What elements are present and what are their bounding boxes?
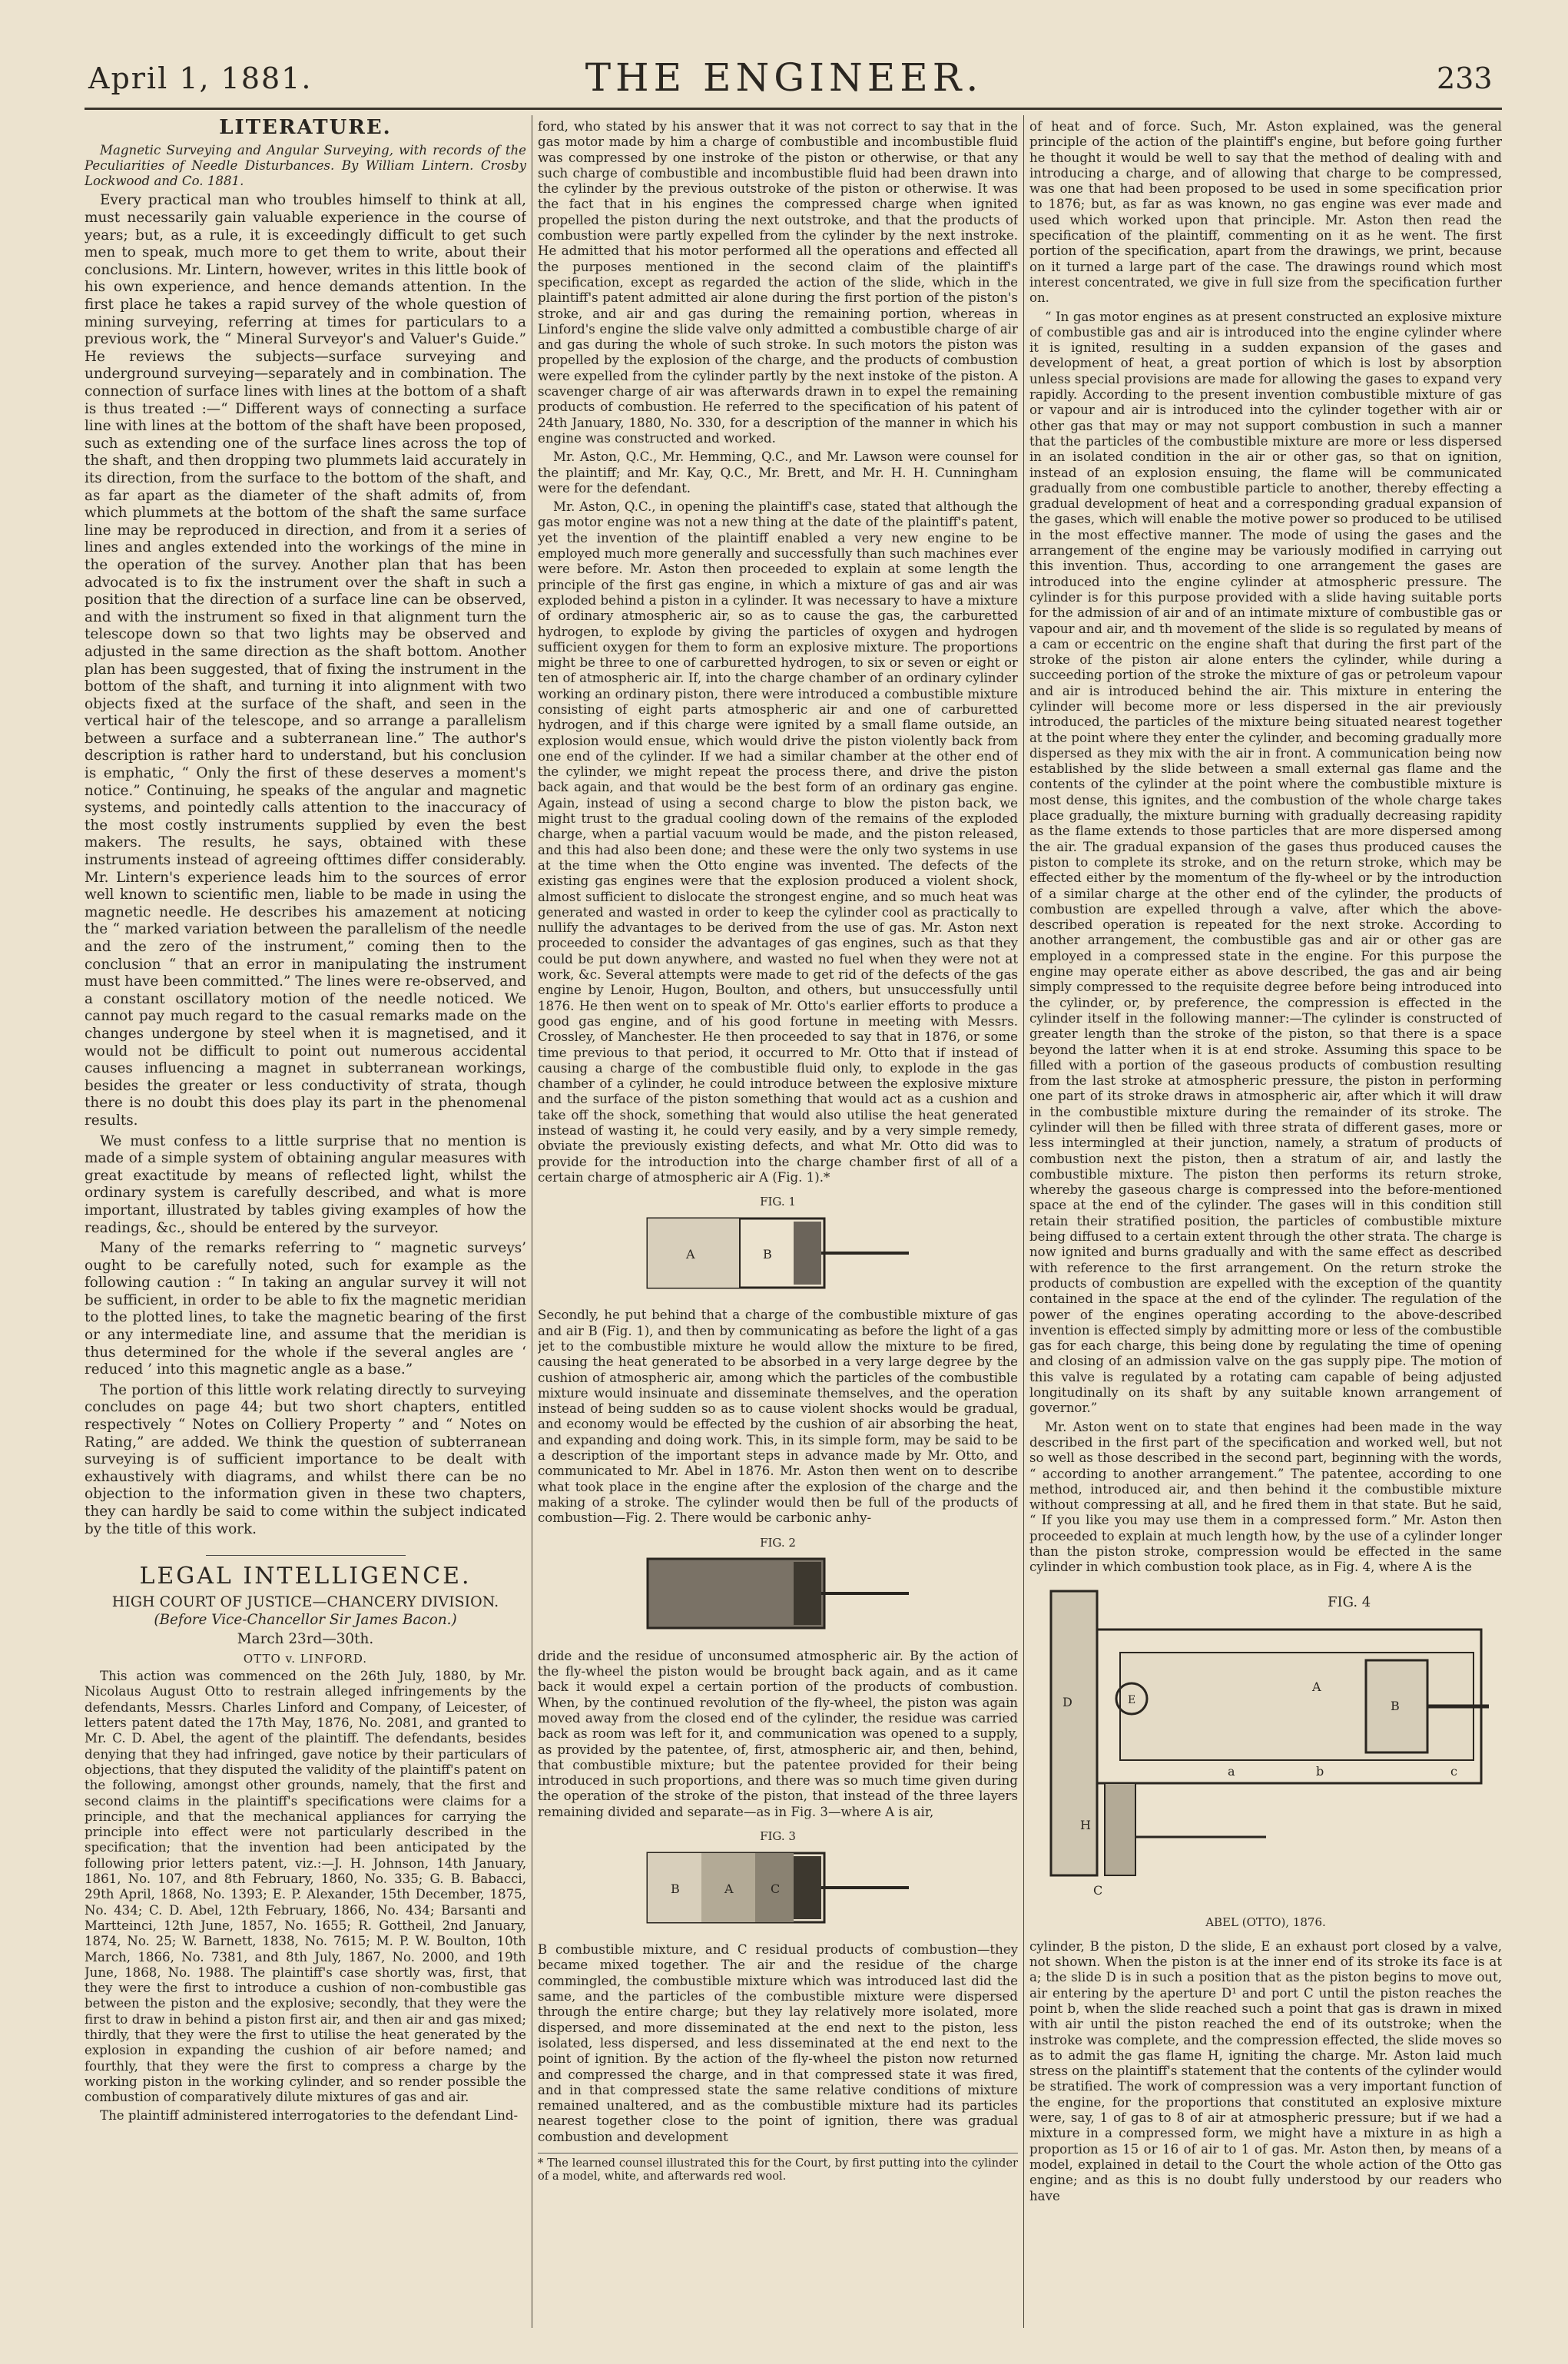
svg-text:b: b <box>1315 1763 1324 1779</box>
figure-1-label: FIG. 1 <box>760 1195 796 1209</box>
figure-4-caption: ABEL (OTTO), 1876. <box>1205 1915 1326 1930</box>
body-paragraph: Mr. Aston, Q.C., in opening the plaintiff's case, stated that although the gas motor engine was not a new thing at the date of the plaintiff's patent, yet the invention of the plaintiff enabled a very new engine to be employed much more generally and successfully than such machines ever were before. Mr. Aston then proceeded to explain at some length the principle of the first gas engine, in which a mixture of gas and air was exploded behind a piston in a cylinder. It was necessary to have a mixture of ordinary atmospheric air, so as to cause the gas, the carburetted hydrogen, to explode by giving the particles of oxygen and hydrogen sufficient oxygen for them to form an explosive mixture. The proportions might be three to one of carburetted hydrogen, to six or seven or eight or ten of atmospheric air. If, into the charge chamber of an ordinary cylinder working an ordinary piston, there were introduced a combustible mixture consisting of eight parts atmospheric air and one of carburetted hydrogen, and if this charge were ignited by a small flame outside, an explosion would ensue, which would drive the piston violently back from one end of the cylinder. If we had a similar chamber at the other end of the cylinder, we might repeat the process there, and drive the piston back again, and that would be the best form of an ordinary gas engine. Again, instead of using a second charge to blow the piston back, we might trust to the gradual cooling down of the remains of the exploded charge, when a partial vacuum would be made, and the piston released, and this had also been done; and these were the only two systems in use at the time when the Otto engine was invented. The defects of the existing gas engines were that the explosion produced a violent shock, almost sufficient to dislocate the strongest engine, and so much heat was generated and wasted in order to keep the cylinder cool as practically to nullify the advantages to be derived from the use of gas. Mr. Aston next proceeded to consider the advantages of gas engines, such as that they could be put down anywhere, and wasted no fuel when they were not at work, &c. Several attempts were made to get rid of the defects of the gas engine by Lenoir, Hugon, Boulton, and others, but unsuccessfully until 1876. He then went on to speak of Mr. Otto's earlier efforts to produce a good gas engine, and of his good fortune in meeting with Messrs. Crossley, of Manchester. He then proceeded to say that in 1876, or some time previous to that period, it occurred to Mr. Otto that if instead of causing a charge of the combustible fluid only, to explode in the gas chamber of a cylinder, he could introduce between the explosive mixture and the surface of the piston something that would act as a cushion and take off the shock, something that would also utilise the heat generated instead of wasting it, he could very easily, and by a very simple remedy, obviate the previously existing defects, and what Mr. Otto did was to provide for the introduction into the charge chamber first of all of a certain charge of atmospheric air A (Fig. 1).* <box>538 499 1018 1185</box>
svg-text:B: B <box>1390 1698 1400 1713</box>
figure-3-drawing <box>640 1845 917 1930</box>
figure-4 <box>1036 1583 1497 1931</box>
legal-paragraph: The plaintiff administered interrogatories to the defendant Lind- <box>100 2108 519 2124</box>
figure-3 <box>640 1828 917 1935</box>
literature-paragraph: Many of the remarks referring to “ magnetic surveys’ ought to be carefully noted, such for example as the following caution : “ In taking an angular survey it will not be sufficient, in order to be able to fix the magnetic meridian to the plotted lines, to take the magnetic bearing of the first or any intermediate line, and assume that the meridian is thus determined for the whole if the several angles are ‘ reduced ’ into this magnetic angle as a base.” <box>85 1240 526 1378</box>
svg-text:B: B <box>670 1881 680 1896</box>
literature-paragraph: Every practical man who troubles himself to think at all, must necessarily gain valuable experience in the course of years; but, as a rule, it is exceedingly difficult to get such men to speak, much more to get them to write, about their conclusions. Mr. Lintern, however, writes in this little book of his own experience, and hence demands attention. In the first place he takes a rapid survey of the whole question of mining surveying, referring at times for particulars to a previous work, the “ Mineral Surveyor's and Valuer's Guide.” He reviews the subjects—surface surveying and underground surveying—separately and in combination. The connection of surface lines with lines at the bottom of a shaft is thus treated :—“ Different ways of connecting a surface line with lines at the bottom of the shaft have been proposed, such as extending one of the surface lines across the top of the shaft, and then dropping two plummets laid accurately in its direction, from the surface to the bottom of the shaft, and as far apart as the diameter of the shaft admits of, from which plummets at the bottom of the shaft the same surface line may be reproduced in direction, and from it a series of lines and angles extended into the workings of the mine in the operation of the survey. Another plan that has been advocated is to fix the instrument over the shaft in such a position that the direction of a surface line can be observed, and with the instrument so fixed in that alignment turn the telescope down so that two lights may be observed and adjusted in the same direction as the shaft bottom. Another plan has been suggested, that of fixing the instrument in the bottom of the shaft, and turning it into alignment with two objects fixed at the surface of the shaft, and seen in the vertical hair of the telescope, and so arrange a parallelism between a surface and a subterranean line.” The author's description is rather hard to understand, but his conclusion is emphatic, “ Only the first of these deserves a moment's notice.” Continuing, he speaks of the angular and magnetic systems, and pointedly calls attention to the inaccuracy of the most costly instruments supplied by even the best makers. The results, he says, obtained with these instruments instead of agreeing ofttimes differ considerably. Mr. Lintern's experience leads him to the sources of error well known to scientific men, liable to be made in using the magnetic needle. He describes his amazement at noticing the “ marked variation between the parallelism of the needle and the zero of the instrument,” coming then to the conclusion “ that an error in manipulating the instrument must have been committed.” The lines were re-observed, and a constant oscillatory motion of the needle noticed. We cannot pay much regard to the casual remarks made on the changes undergone by steel when it is magnetised, and it would not be difficult to point out numerous accidental causes influencing a magnet in subterranean workings, besides the greater or less conductivity of strata, though there is no doubt this does play its part in the phenomenal results. <box>85 192 526 1129</box>
page-header <box>0 0 1568 108</box>
svg-text:B: B <box>762 1246 772 1262</box>
figure-1-drawing <box>640 1211 917 1295</box>
svg-text:C: C <box>1092 1882 1102 1898</box>
column-divider <box>1023 115 1024 2328</box>
literature-paragraph: We must confess to a little surprise that no mention is made of a simple system of obtaining angular measures with great exactitude by means of reflected light, whilst the ordinary system is carefully described, and what is more important, illustrated by tables giving examples of how the readings, &c., should be entered by the surveyor. <box>85 1132 526 1236</box>
header-rule <box>85 108 1502 110</box>
issue-date: April 1, 1881. <box>88 61 313 95</box>
body-paragraph: of heat and of force. Such, Mr. Aston explained, was the general principle of the action of the plaintiff's engine, but before going further he thought it would be well to say that the method of dealing with and introducing a charge, and of allowing that charge to be compressed, was one that had been proposed to be used in some specification prior to 1876; but, as far as was known, no gas engine was ever made and used which worked upon that principle. Mr. Aston then read the specification of the plaintiff, commenting on it as he went. The first portion of the specification, apart from the drawings, we print, because on it turned a large part of the case. The drawings round which most interest concentrated, we give in full size from the specification further on. <box>1029 119 1502 306</box>
figure-1 <box>640 1193 917 1300</box>
case-name: OTTO v. LINFORD. <box>243 1651 368 1666</box>
figure-3-label: FIG. 3 <box>760 1829 796 1843</box>
body-paragraph: B combustible mixture, and C residual products of combustion—they became mixed together. The air and the residue of the charge commingled, the combustible mixture which was introduced last did the same, and the particles of the combustible mixture were dispersed through the entire charge; but they lay relatively more isolated, more dispersed, and more disseminated at the end next to the piston, less isolated, less dispersed, and less disseminated at the end next to the point of ignition. By the action of the fly-wheel the piston now returned and compressed the charge, and in that compressed state it was fired, and in that compressed state the same relative conditions of mixture remained unaltered, and as the combustible mixture had its particles nearest together close to the point of ignition, there was gradual combustion and development <box>538 1942 1018 2144</box>
page-number: 233 <box>1437 61 1493 95</box>
footnote: * The learned counsel illustrated this for the Court, by first putting into the cylinder of a model, white, and afterwards red wool. <box>538 2153 1018 2183</box>
section-divider <box>206 1555 406 1556</box>
svg-text:C: C <box>770 1881 780 1896</box>
body-paragraph: cylinder, B the piston, D the slide, E an exhaust port closed by a valve, not shown. When the piston is at the inner end of its stroke its face is at a; the slide D is in such a position that as the piston begins to move out, air entering by the aperture D¹ and port C until the piston reaches the point b, when the slide reached such a point that gas is drawn in mixed with air until the piston reached the end of its outstroke; when the instroke was complete, and the compression effected, the slide moves so as to admit the gas flame H, igniting the charge. Mr. Aston laid much stress on the plaintiff's statement that the contents of the cylinder would be stratified. The work of compression was a very important function of the engine, for the proportions that constituted an explosive mixture were, say, 1 of gas to 8 of air at atmospheric pressure; but if we had a mixture in a compressed form, we might have a mixture in as high a proportion as 15 or 16 of air to 1 of gas. Mr. Aston then, by means of a model, explained in detail to the Court the whole action of the Otto gas engine; and as this is no doubt fully understood by our readers who have <box>1029 1938 1502 2203</box>
svg-text:A: A <box>1311 1679 1321 1694</box>
legal-paragraph: This action was commenced on the 26th July, 1880, by Mr. Nicolaus August Otto to restrain alleged infringements by the defendants, Messrs. Charles Linford and Company, of Leicester, of letters patent dated the 17th May, 1876, No. 2081, and granted to Mr. C. D. Abel, the agent of the plaintiff. The defendants, besides denying that they had infringed, gave notice by their particulars of objections, that they disputed the validity of the plaintiff's patent on the following, amongst other grounds, namely, that the first and second claims in the plaintiff's specifications were claims for a principle, and that the mechanical appliances for carrying the principle into effect were not particularly described in the specification; that the invention had been anticipated by the following prior letters patent, viz.:—J. H. Johnson, 14th January, 1861, No. 107, and 8th February, 1860, No. 335; G. B. Babacci, 29th April, 1868, No. 1393; E. P. Alexander, 15th December, 1875, No. 434; C. D. Abel, 12th February, 1866, No. 434; Barsanti and Martteinci, 12th June, 1857, No. 1655; R. Gottheil, 2nd January, 1874, No. 25; W. Barnett, 1838, No. 7615; M. P. W. Boulton, 10th March, 1866, No. 7381, and 8th July, 1867, No. 2000, and 19th June, 1868, No. 1988. The plaintiff's case shortly was, first, that they were the first to introduce a cushion of non-combustible gas between the piston and the explosive; secondly, that they were the first to draw in behind a piston first air, and then air and gas mixed; thirdly, that they were the first to utilise the heat generated by the explosion in expanding the cushion of air before named; and fourthly, that they were the first to compress a charge by the working piston in the working cylinder, and so render possible the combustion of comparatively dilute mixtures of gas and air. <box>85 1669 526 2105</box>
masthead-title: THE ENGINEER. <box>585 55 983 100</box>
specification-quote: “ In gas motor engines as at present constructed an explosive mixture of combustible gas and air is introduced into the engine cylinder where it is ignited, resulting in a sudden expansion of the gases and development of heat, a great portion of which is lost by absorption unless special provisions are made for allowing the gases to expand very rapidly. According to the present invention combustible mixture of gas or vapour and air is introduced into the cylinder together with air or other gas that may or may not support combustion in such a manner that the particles of the combustible mixture are more or less dispersed in an isolated condition in the air or other gas, so that on ignition, instead of an explosion ensuing, the flame will be communicated gradually from one combustible particle to another, thereby effecting a gradual development of heat and a corresponding gradual expansion of the gases, which will enable the motive power so produced to be utilised in the most effective manner. The mode of using the gases and the arrangement of the engine may be variously modified in carrying out this invention. Thus, according to one arrangement the gases are introduced into the engine cylinder at atmospheric pressure. The cylinder is for this purpose provided with a slide having suitable ports for the admission of air and of an intimate mixture of combustible gas or vapour and air, and th movement of the slide is so regulated by means of a cam or eccentric on the engine shaft that during the first part of the stroke of the piston air alone enters the cylinder, while during a succeeding portion of the stroke the mixture of gas or petroleum vapour and air is introduced behind the air. This mixture in entering the cylinder will become more or less dispersed in the air previously introduced, the particles of the mixture being situated nearest together at the point where they enter the cylinder, and becoming gradually more dispersed as they mix with the air in front. A communication being now established by the slide between a small external gas flame and the contents of the cylinder at the point where the combustible mixture is most dense, this ignites, and the combustion of the whole charge takes place gradually, the mixture burning with gradually decreasing rapidity as the flame extends to those particles that are more dispersed among the air. The gradual expansion of the gases thus produced causes the piston to complete its stroke, and on the return stroke, which may be effected either by the momentum of the fly-wheel or by the introduction of a similar charge at the other end of the cylinder, the products of combustion are expelled through a valve, after which the above-described operation is repeated for the next stroke. According to another arrangement, the combustible gas and air or other gas are employed in a compressed state in the engine. For this purpose the engine may operate either as above described, the gas and air being simply compressed to the requisite degree before being introduced into the cylinder, or, by preference, the compression is effected in the cylinder itself in the following manner:—The cylinder is constructed of greater length than the stroke of the piston, so that there is a space beyond the latter when it is at end stroke. Assuming this space to be filled with a portion of the gaseous products of combustion resulting from the last stroke at atmospheric pressure, the piston in performing one part of its stroke draws in atmospheric air, after which it will draw in the combustible mixture during the remainder of its stroke. The cylinder will then be filled with three strata of different gases, more or less intermingled at their junction, namely, a stratum of products of combustion next the piston, then a stratum of air, and lastly the combustible mixture. The piston then performs its return stroke, whereby the gaseous charge is compressed into the before-mentioned space at the end of the cylinder. The gases will in this condition still retain their stratified position, the particles of combustible mixture being diffused to a certain extent through the other strata. The charge is now ignited and burns gradually and with the same effect as described with reference to the first arrangement. On the return stroke the products of combustion are expelled with the exception of the quantity contained in the space at the end of the cylinder. The regulation of the power of the engines operating according to the above-described invention is effected simply by admitting more or less of the combustible gas for each charge, this being done by regulating the time of opening and closing of an admission valve on the gas supply pipe. The motion of this valve is regulated by a rotating cam capable of being adjusted longitudinally on its shaft by any suitable known arrangement of governor.” <box>1029 309 1502 1416</box>
figure-2 <box>640 1534 917 1641</box>
figure-4-label: FIG. 4 <box>1327 1593 1371 1610</box>
figure-2-label: FIG. 2 <box>760 1535 796 1550</box>
svg-text:a: a <box>1227 1763 1235 1779</box>
figure-4-drawing <box>1036 1583 1497 1906</box>
hearing-dates: March 23rd—30th. <box>237 1630 374 1647</box>
literature-heading: LITERATURE. <box>219 119 392 139</box>
svg-text:E: E <box>1127 1693 1135 1706</box>
column-2 <box>538 119 1018 2332</box>
svg-text:A: A <box>724 1881 734 1896</box>
figure-2-drawing <box>640 1551 917 1636</box>
body-paragraph: ford, who stated by his answer that it was not correct to say that in the gas motor made by him a charge of combustible and incombustible fluid was compressed by one instroke of the piston or otherwise, or that any such charge of combustible and incombustible fluid had been drawn into the cylinder by the previous outstroke of the piston or otherwise. It was the fact that in his engines the compressed charge when ignited propelled the piston during the next outstroke, and that the products of combustion were partly expelled from the cylinder by the next instroke. He admitted that his motor performed all the operations and effected all the purposes mentioned in the second claim of the plaintiff's specification, except as regarded the action of the slide, which in the plaintiff's patent admitted air alone during the first portion of the piston's stroke, and air and gas during the remaining portion, whereas in Linford's engine the slide valve only admitted a combustible charge of air and gas during the whole of such stroke. In such motors the piston was propelled by the explosion of the charge, and the products of combustion were expelled from the cylinder partly by the next instoke of the piston. A scavenger charge of air was afterwards drawn in to expel the remaining products of combustion. He referred to the specification of his patent of 24th January, 1880, No. 330, for a description of the manner in which his engine was constructed and worked. <box>538 119 1018 446</box>
body-paragraph: Secondly, he put behind that a charge of the combustible mixture of gas and air B (Fig. 1), and then by communicating as before the light of a gas jet to the combustible mixture he would allow the mixture to be fired, causing the heat generated to be absorbed in a very large degree by the cushion of atmospheric air, among which the particles of the combustible mixture would insinuate and disseminate themselves, and the operation instead of being sudden so as to cause violent shocks would be gradual, and economy would be effected by the cushion of air absorbing the heat, and expanding and doing work. This, in its simple form, may be said to be a description of the important steps in advance made by Mr. Otto, and communicated to Mr. Abel in 1876. Mr. Aston then went on to describe what took place in the engine after the explosion of the charge and the making of a stroke. The cylinder would then be full of the products of combustion—Fig. 2. There would be carbonic anhy- <box>538 1308 1018 1526</box>
court-name: HIGH COURT OF JUSTICE—CHANCERY DIVISION. <box>111 1593 499 1610</box>
svg-text:D: D <box>1062 1694 1072 1709</box>
svg-text:H: H <box>1079 1817 1091 1832</box>
body-paragraph: dride and the residue of unconsumed atmospheric air. By the action of the fly-wheel the piston would be brought back again, and as it came back it would expel a certain portion of the products of combustion. When, by the continued revolution of the fly-wheel, the piston was again moved away from the closed end of the cylinder, the residue was carried back as room was left for it, and communication was opened to a supply, as provided by the patentee, of, first, atmospheric air, and then, behind, that combustible mixture; but the patentee provided for their being introduced in such proportions, and there was so much time given during the operation of the stroke of the piston, that instead of the three layers remaining divided and separate—as in Fig. 3—where A is air, <box>538 1648 1018 1819</box>
svg-text:c: c <box>1450 1763 1457 1779</box>
body-paragraph: Mr. Aston went on to state that engines had been made in the way described in the first part of the specification and worked well, but not so well as those described in the second part, beginning with the words, “ according to another arrangement.” The patentee, according to one method, introduced air, and then behind it the combustible mixture without compressing at all, and he fired them in that state. But he said, “ If you like you may use them in a compressed form.” Mr. Aston then proceeded to explain at much length how, by the use of a cylinder longer than the piston stroke, compression would be effected in the same cylinder in which combustion took place, as in Fig. 4, where A is the <box>1029 1419 1502 1575</box>
column-3 <box>1029 119 1502 2332</box>
literature-paragraph: The portion of this little work relating directly to surveying concludes on page 44; but two short chapters, entitled respectively “ Notes on Colliery Property ” and “ Notes on Rating,” are added. We think the question of subterranean surveying is of sufficient importance to be dealt with exhaustively with diagrams, and whilst there can be no objection to the information given in these two chapters, they can hardly be said to come within the subject indicated by the title of this work. <box>85 1381 526 1537</box>
legal-heading: LEGAL INTELLIGENCE. <box>139 1563 472 1590</box>
column-1 <box>85 119 526 2332</box>
svg-text:A: A <box>685 1246 695 1262</box>
judge-line: (Before Vice-Chancellor Sir James Bacon.) <box>154 1612 457 1629</box>
book-reference: Magnetic Surveying and Angular Surveying, with records of the Peculiarities of Needle Disturbances. By William Lintern. Crosby Lockwood and Co. 1881. <box>85 142 526 189</box>
body-paragraph: Mr. Aston, Q.C., Mr. Hemming, Q.C., and Mr. Lawson were counsel for the plaintiff; and Mr. Kay, Q.C., Mr. Brett, and Mr. H. H. Cunningham were for the defendant. <box>538 449 1018 496</box>
